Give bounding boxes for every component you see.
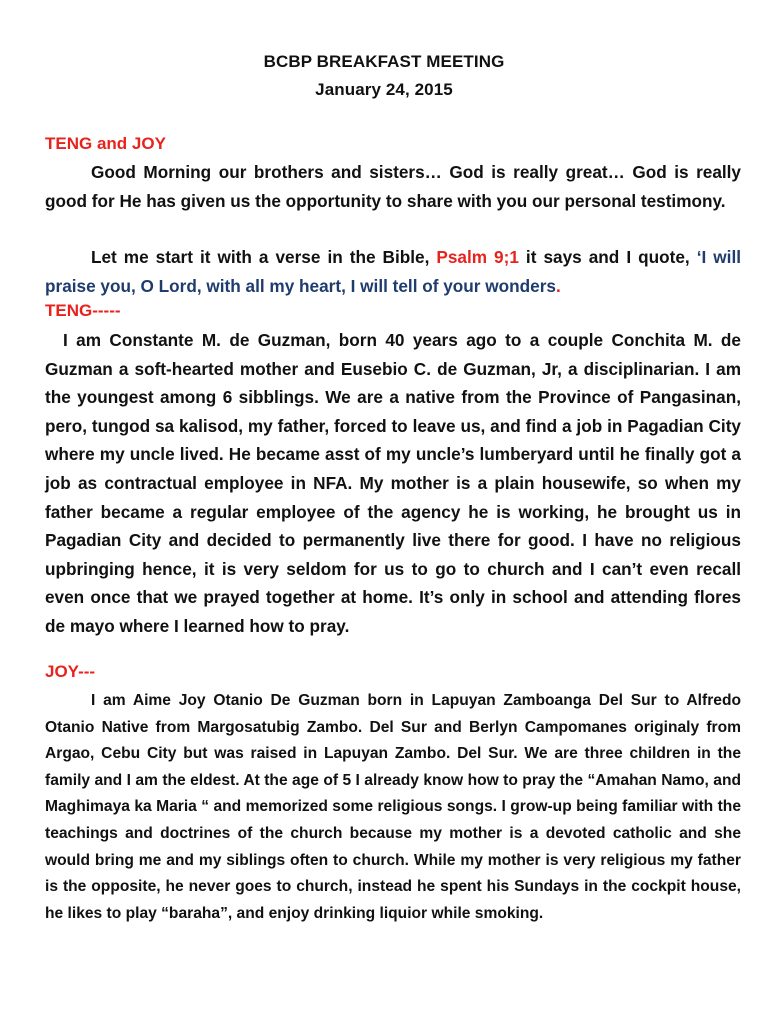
verse-reference: Psalm 9;1 — [436, 247, 519, 267]
teng-testimony-paragraph: I am Constante M. de Guzman, born 40 years ago to a couple Conchita M. de Guzman a soft-hearted mother and Eusebio C. de Guzman, Jr, a disciplinarian. I am the youngest among 6 sibblings. We are a native from the Province of Pangasinan, pero, tungod sa kalisod, my father, forced to leave us, and find a job in Pagadian City where my uncle lived. He became asst of my uncle’s lumberyard until he finally got a job as contractual employee in NFA. My mother is a plain housewife, so when my father became a regular employee of the agency he is working, he brought us in Pagadian City and decided to permanently live there for good. I have no religious upbringing hence, it is very seldom for us to go to church and I can’t even recall even once that we prayed together at home. It’s only in school and attending flores de mayo where I learned how to pray. — [45, 330, 741, 636]
verse-intro-text: Let me start it with a verse in the Bible, — [91, 247, 437, 267]
greeting-paragraph: Good Morning our brothers and sisters… God is really great… God is really good for He has given us the opportunity to share with you our personal testimony. — [45, 162, 741, 211]
verse-paragraph — [45, 243, 741, 300]
section-heading-teng-and-joy: TENG and JOY — [45, 134, 166, 153]
section-heading-joy: JOY--- — [45, 662, 96, 681]
verse-end: . — [555, 275, 561, 296]
verse-quote: ‘I will praise you, O Lord, with all my heart, I will tell of your wonders — [45, 247, 741, 296]
document-title: BCBP BREAKFAST MEETING — [263, 52, 505, 71]
section-heading-teng: TENG----- — [45, 301, 121, 320]
document-date: January 24, 2015 — [315, 80, 453, 99]
verse-mid-text: it says and I quote, — [518, 247, 697, 267]
joy-testimony-paragraph: I am Aime Joy Otanio De Guzman born in Lapuyan Zamboanga Del Sur to Alfredo Otanio Native from Margosatubig Zambo. Del Sur and Berlyn Campomanes originaly from Argao, Cebu City but was raised in Lapuyan Zambo. Del Sur. We are three children in the family and I am the eldest. At the age of 5 I already know how to pray the “Amahan Namo, and Maghimaya ka Maria “ and memorized some religious songs. I grow-up being familiar with the teachings and doctrines of the church because my mother is a devoted catholic and she would bring me and my siblings often to church. While my mother is very religious my father is the opposite, he never goes to church, instead he spent his Sundays in the cockpit house, he likes to play “baraha”, and enjoy drinking liquior while smoking. — [45, 692, 741, 922]
